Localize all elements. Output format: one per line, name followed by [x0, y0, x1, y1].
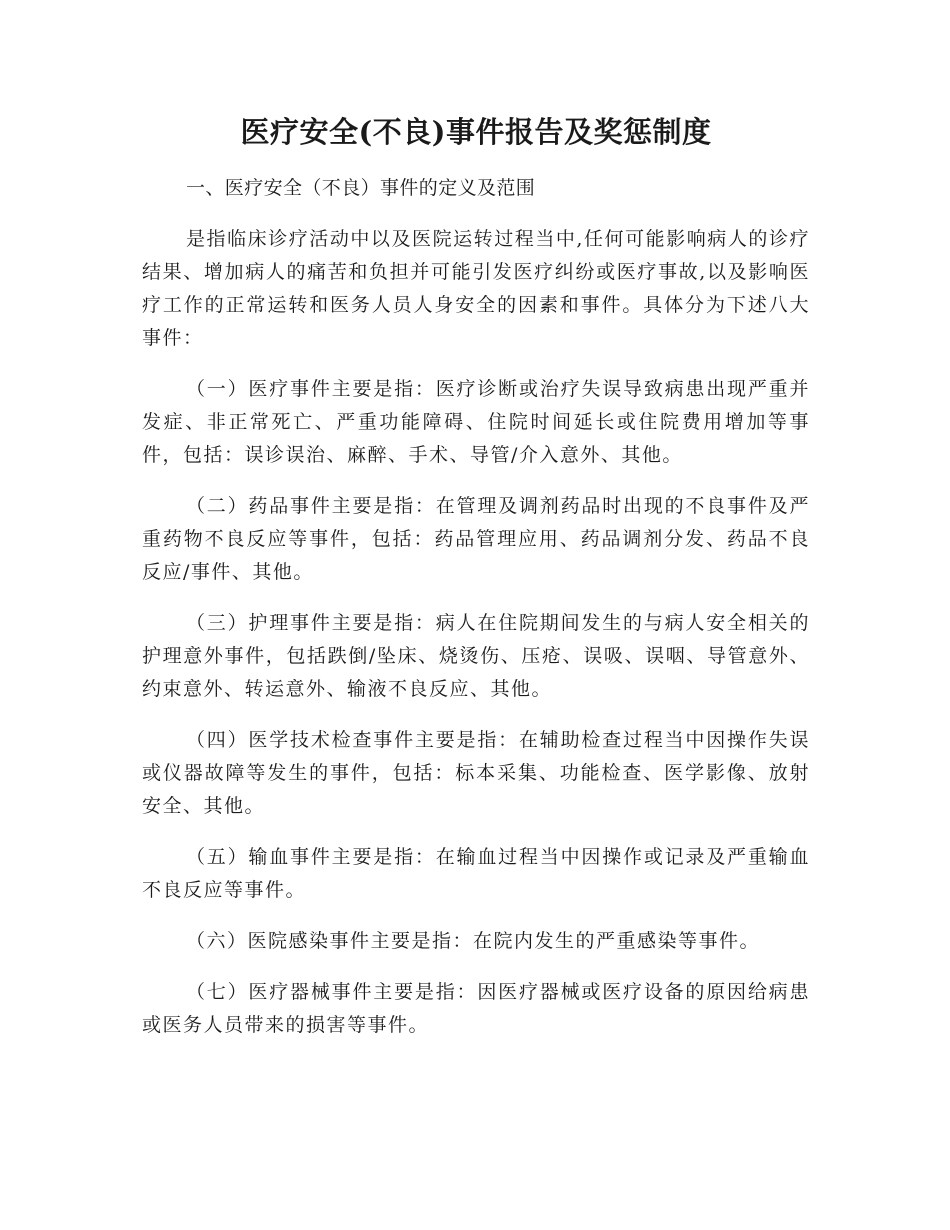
- paragraph-transfusion-event: （五）输血事件主要是指：在输血过程当中因操作或记录及严重输血不良反应等事件。: [142, 846, 810, 901]
- paragraph-nursing-event: （三）护理事件主要是指：病人在住院期间发生的与病人安全相关的护理意外事件，包括跌倒/坠床、烧烫伤、压疮、误吸、误咽、导管意外、约束意外、转运意外、输液不良反应、其他。: [142, 612, 810, 700]
- paragraph-device-event: （七）医疗器械事件主要是指：因医疗器械或医疗设备的原因给病患或医务人员带来的损害等事件。: [142, 981, 810, 1036]
- paragraph-medical-tech-event: （四）医学技术检查事件主要是指：在辅助检查过程当中因操作失误或仪器故障等发生的事件，包括：标本采集、功能检查、医学影像、放射安全、其他。: [142, 729, 810, 817]
- paragraph-drug-event: （二）药品事件主要是指：在管理及调剂药品时出现的不良事件及严重药物不良反应等事件，包括：药品管理应用、药品调剂分发、药品不良反应/事件、其他。: [142, 495, 810, 583]
- paragraph-infection-event: （六）医院感染事件主要是指：在院内发生的严重感染等事件。: [186, 930, 761, 952]
- section-heading: 一、医疗安全（不良）事件的定义及范围: [186, 177, 536, 199]
- document-title: 医疗安全(不良)事件报告及奖惩制度: [240, 115, 712, 149]
- paragraph-medical-event: （一）医疗事件主要是指：医疗诊断或治疗失误导致病患出现严重并发症、非正常死亡、严重功能障碍、住院时间延长或住院费用增加等事件，包括：误诊误治、麻醉、手术、导管/介入意外、其他。: [142, 378, 810, 466]
- paragraph-definition: 是指临床诊疗活动中以及医院运转过程当中,任何可能影响病人的诊疗结果、增加病人的痛苦和负担并可能引发医疗纠纷或医疗事故,以及影响医疗工作的正常运转和医务人员人身安全的因素和事件。具体分为下述八大事件：: [142, 228, 810, 349]
